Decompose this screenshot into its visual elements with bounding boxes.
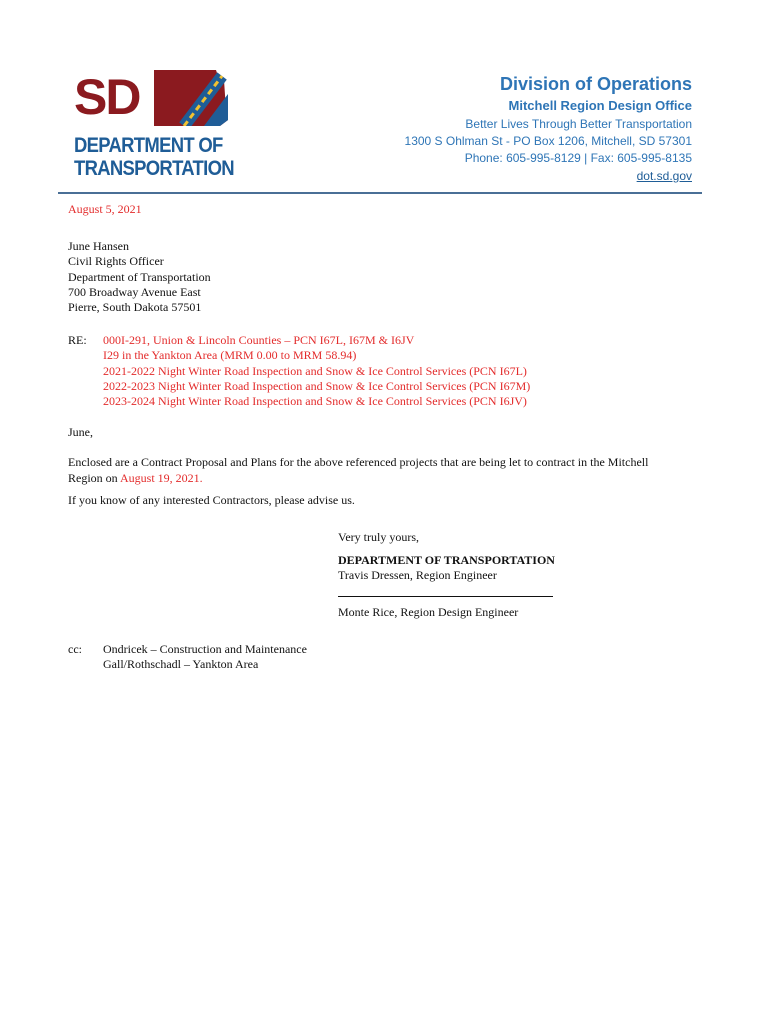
- re-label: RE:: [68, 333, 87, 348]
- signature-department: DEPARTMENT OF TRANSPORTATION: [338, 553, 555, 568]
- recipient-line: Department of Transportation: [68, 269, 211, 284]
- body-line-prefix: Region on: [68, 470, 121, 485]
- office-address: 1300 S Ohlman St - PO Box 1206, Mitchell, SD 57301: [404, 134, 692, 148]
- signer-2: Monte Rice, Region Design Engineer: [338, 604, 519, 619]
- logo-sd-text: SD: [74, 69, 140, 125]
- subject-line: 2021-2022 Night Winter Road Inspection and Snow & Ice Control Services (PCN I67L): [103, 363, 527, 378]
- cc-line: Gall/Rothschadl – Yankton Area: [103, 657, 259, 672]
- signer-1: Travis Dressen, Region Engineer: [338, 568, 497, 583]
- letterhead-contact: [405, 72, 692, 185]
- office-name: Mitchell Region Design Office: [508, 98, 692, 113]
- recipient-line: 700 Broadway Avenue East: [68, 284, 201, 299]
- body-paragraph-2: If you know of any interested Contractors, please advise us.: [68, 492, 355, 507]
- recipient-line: Civil Rights Officer: [68, 254, 164, 269]
- cc-lines: [103, 642, 307, 672]
- logo-department-text: [74, 134, 234, 180]
- phone-fax: Phone: 605-995-8129 | Fax: 605-995-8135: [464, 151, 692, 165]
- subject-line: I29 in the Yankton Area (MRM 0.00 to MRM 58.94): [103, 348, 357, 363]
- letting-date: August 19, 2021.: [120, 470, 203, 485]
- subject-block: [68, 333, 708, 409]
- header-divider: [58, 192, 702, 194]
- signature-line: [338, 596, 553, 597]
- subject-line: 000I-291, Union & Lincoln Counties – PCN I67L, I67M & I6JV: [103, 333, 415, 348]
- signature-block: [338, 530, 555, 620]
- subject-line: 2023-2024 Night Winter Road Inspection and Snow & Ice Control Services (PCN I6JV): [103, 394, 527, 409]
- division-title: Division of Operations: [499, 74, 692, 94]
- cc-line: Ondricek – Construction and Maintenance: [103, 642, 307, 656]
- sd-dot-logo: [74, 70, 234, 185]
- recipient-line: June Hansen: [68, 239, 129, 254]
- tagline: Better Lives Through Better Transportation: [465, 117, 692, 131]
- subject-lines: [103, 333, 530, 409]
- cc-block: [68, 642, 307, 672]
- recipient-address: [68, 239, 708, 315]
- letter-date: August 5, 2021: [68, 202, 142, 216]
- body-line: [68, 471, 708, 486]
- cc-label: cc:: [68, 642, 82, 656]
- subject-line: 2022-2023 Night Winter Road Inspection and Snow & Ice Control Services (PCN I67M): [103, 378, 531, 393]
- logo-dept-line2: TRANSPORTATION: [74, 157, 234, 180]
- south-dakota-road-icon: [154, 70, 230, 126]
- body-paragraph: [68, 455, 708, 485]
- salutation: June,: [68, 425, 93, 440]
- letter-body: [68, 202, 708, 508]
- website-link[interactable]: dot.sd.gov: [636, 169, 692, 183]
- closing: Very truly yours,: [338, 530, 419, 544]
- recipient-line: Pierre, South Dakota 57501: [68, 300, 202, 315]
- body-line: Enclosed are a Contract Proposal and Plans for the above referenced projects that are being let to contract in the Mitchell: [68, 455, 649, 470]
- logo-dept-line1: DEPARTMENT OF: [74, 134, 223, 157]
